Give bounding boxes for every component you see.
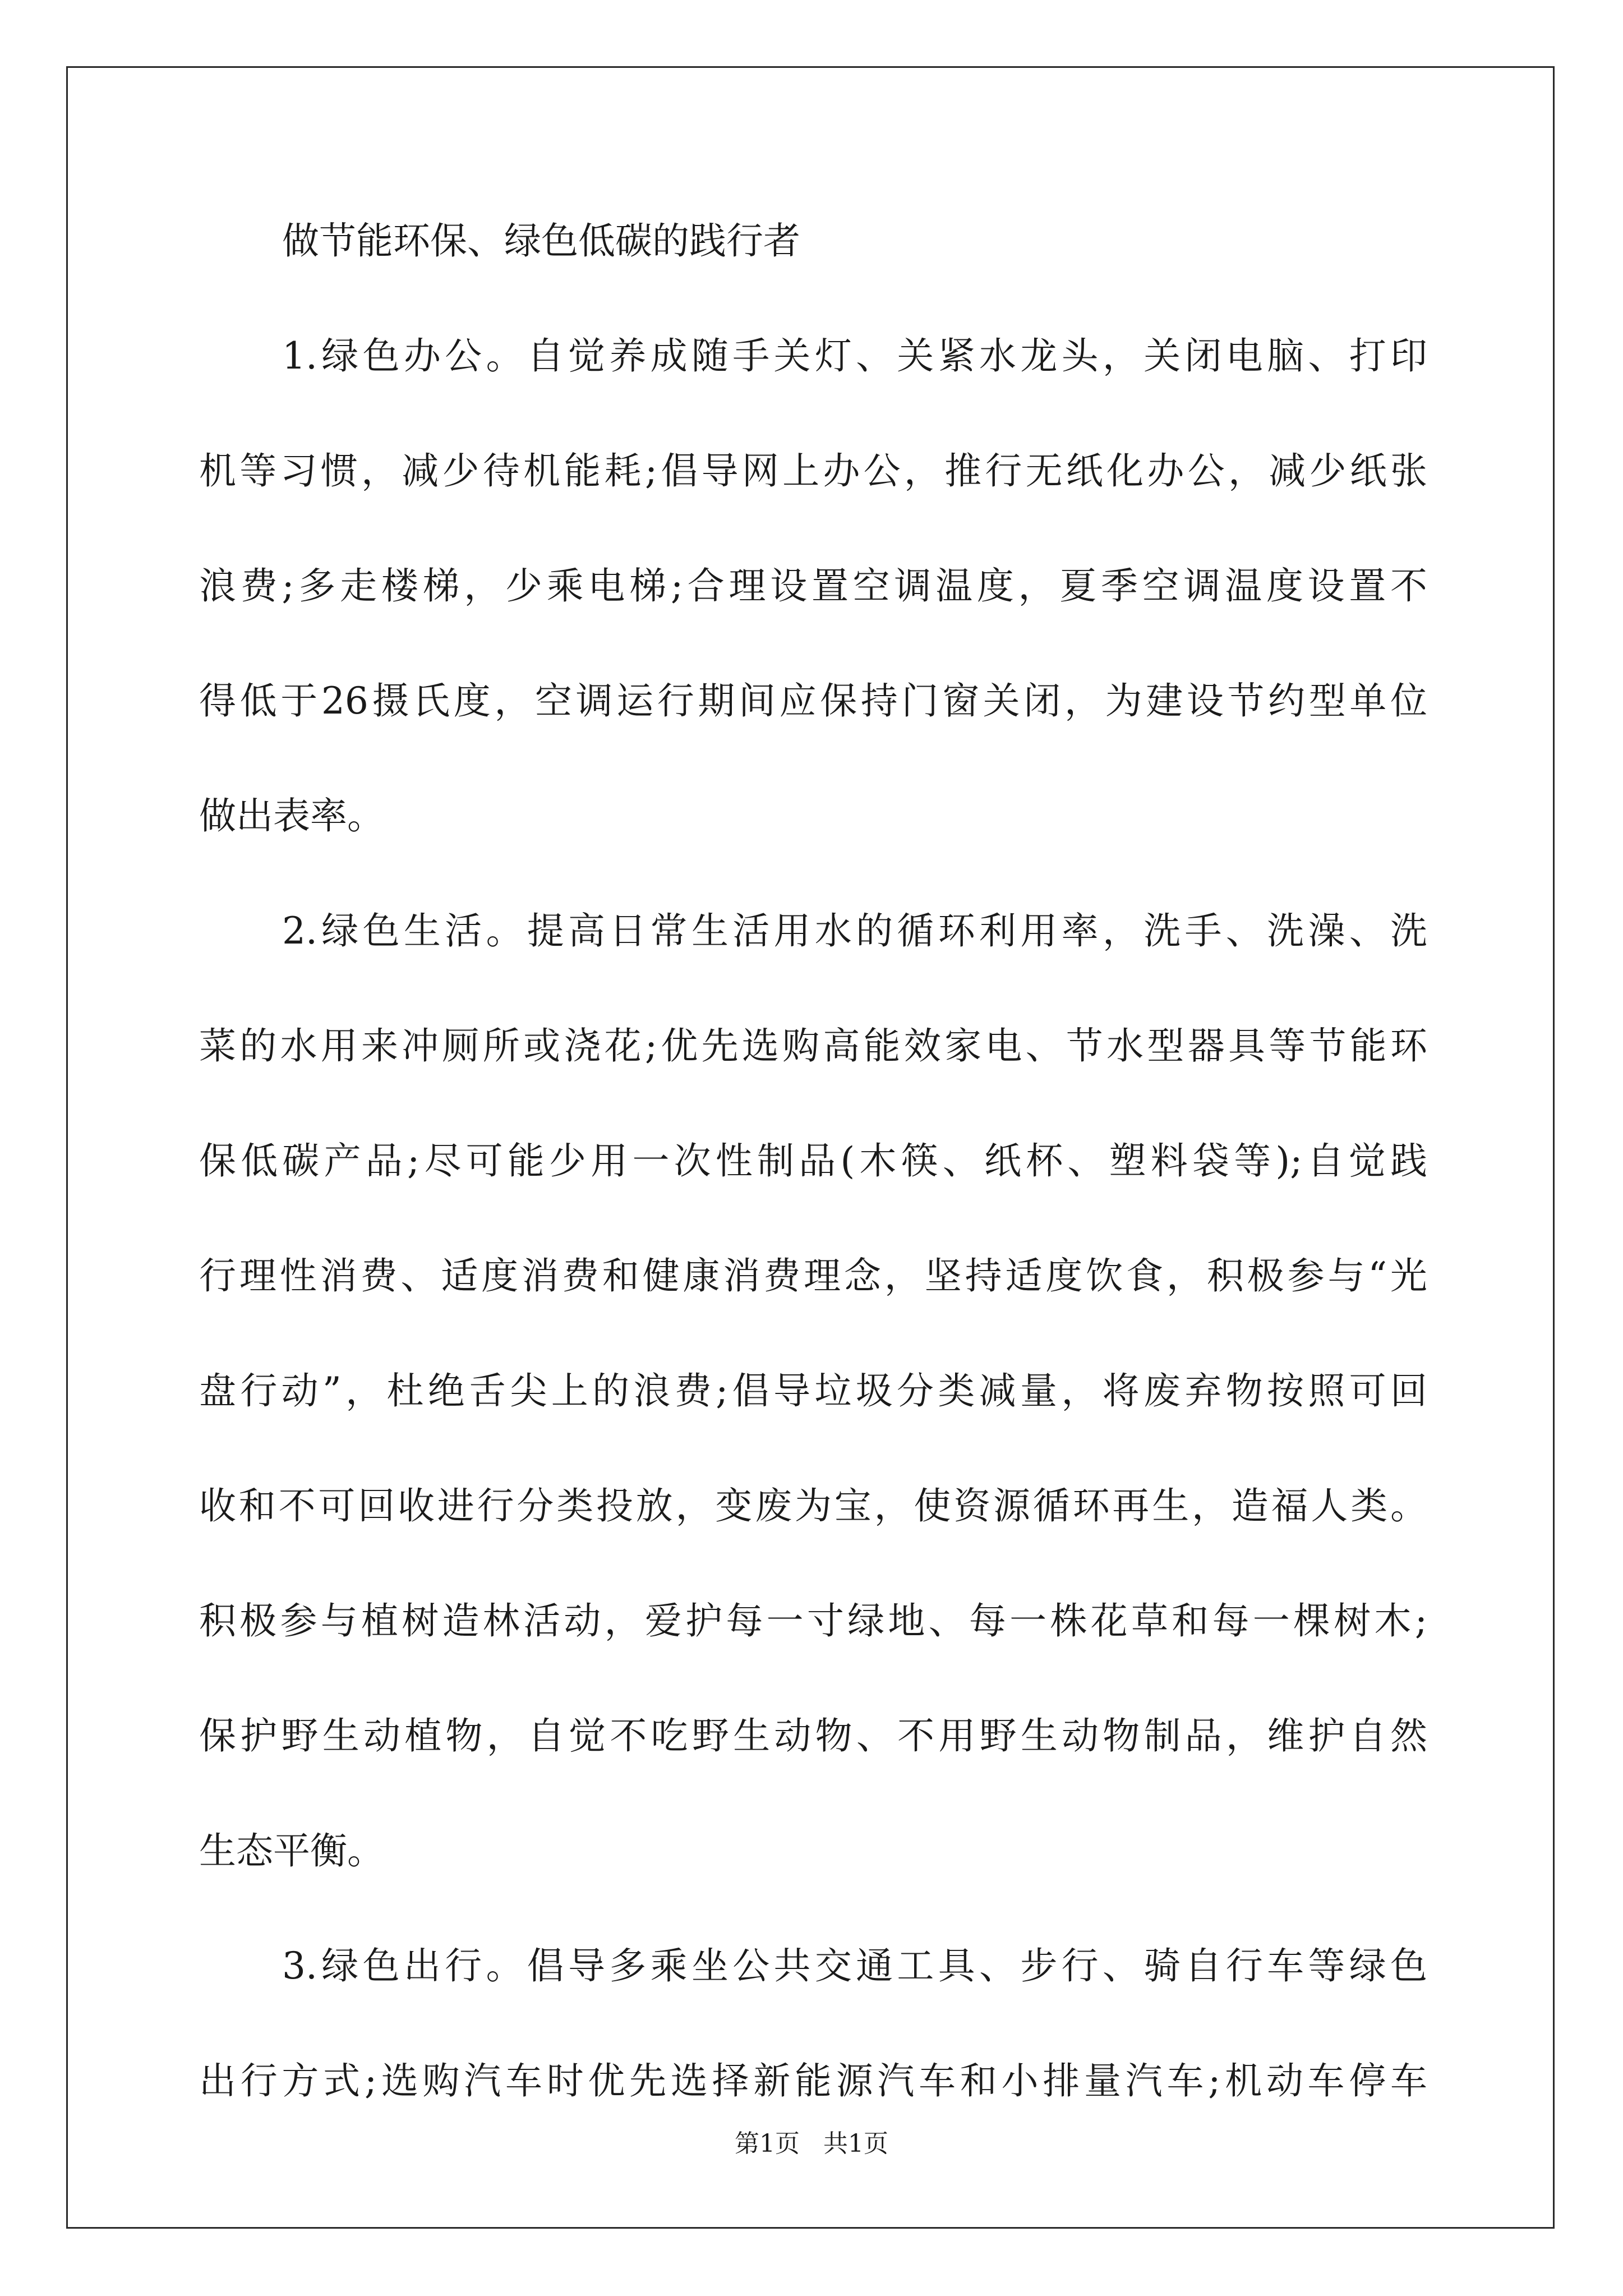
text-line: 菜的水用来冲厕所或浇花;优先选购高能效家电、节水型器具等节能环 [199,1024,1427,1068]
document-body [199,216,1427,2106]
document-title: 做节能环保、绿色低碳的践行者 [282,219,800,263]
text-line: 3.绿色出行。倡导多乘坐公共交通工具、步行、骑自行车等绿色 [282,1944,1427,1987]
text-line: 机等习惯，减少待机能耗;倡导网上办公，推行无纸化办公，减少纸张 [199,449,1427,493]
text-line: 1.绿色办公。自觉养成随手关灯、关紧水龙头，关闭电脑、打印 [282,334,1427,378]
text-line: 行理性消费、适度消费和健康消费理念，坚持适度饮食，积极参与“光 [199,1254,1427,1297]
text-line: 盘行动”，杜绝舌尖上的浪费;倡导垃圾分类减量，将废弃物按照可回 [199,1369,1427,1412]
text-line: 得低于26摄氏度，空调运行期间应保持门窗关闭，为建设节约型单位 [199,679,1427,723]
text-line: 保护野生动植物，自觉不吃野生动物、不用野生动物制品，维护自然 [199,1714,1427,1757]
text-line: 2.绿色生活。提高日常生活用水的循环利用率，洗手、洗澡、洗 [282,909,1427,953]
page-number-footer: 第1页 共1页 [735,2129,888,2158]
text-line: 做出表率。 [199,794,384,838]
text-line: 出行方式;选购汽车时优先选择新能源汽车和小排量汽车;机动车停车 [199,2059,1427,2102]
text-line: 浪费;多走楼梯，少乘电梯;合理设置空调温度，夏季空调温度设置不 [199,564,1427,608]
text-line: 积极参与植树造林活动，爱护每一寸绿地、每一株花草和每一棵树木; [199,1599,1427,1642]
text-line: 保低碳产品;尽可能少用一次性制品(木筷、纸杯、塑料袋等);自觉践 [199,1139,1427,1182]
text-line: 生态平衡。 [199,1829,384,1872]
text-line: 收和不可回收进行分类投放，变废为宝，使资源循环再生，造福人类。 [199,1484,1427,1527]
